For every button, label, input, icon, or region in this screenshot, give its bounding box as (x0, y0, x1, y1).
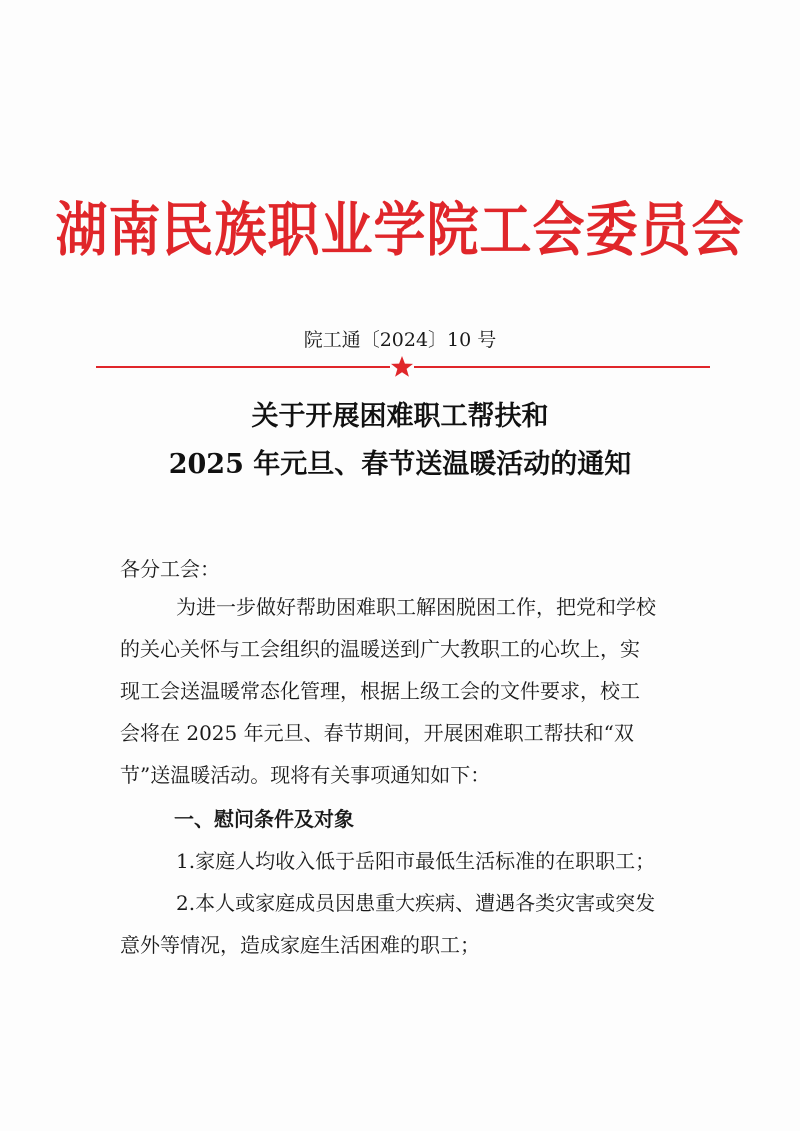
document-number: 院工通〔2024〕10 号 (303, 329, 497, 351)
salutation: 各分工会： (120, 557, 220, 581)
list-item-2: 2.本人或家庭成员因患重大疾病、遭遇各类灾害或突发 (176, 891, 656, 915)
paragraph-line-2: 的关心关怀与工会组织的温暖送到广大教职工的心坎上，实 (120, 637, 640, 661)
paragraph-line-5: 节”送温暖活动。现将有关事项通知如下： (120, 763, 491, 787)
paragraph-line-4: 会将在 2025 年元旦、春节期间，开展困难职工帮扶和“双 (120, 721, 634, 745)
organization-title: 湖南民族职业学院工会委员会 (55, 196, 745, 265)
notice-title-line-1: 关于开展困难职工帮扶和 (251, 401, 549, 432)
section-heading: 一、慰问条件及对象 (174, 807, 354, 831)
paragraph-line-3: 现工会送温暖常态化管理，根据上级工会的文件要求，校工 (120, 679, 640, 703)
paragraph-line-1: 为进一步做好帮助困难职工解困脱困工作，把党和学校 (176, 595, 656, 619)
red-divider-right (414, 366, 710, 368)
notice-title-line-2: 2025 年元旦、春节送温暖活动的通知 (168, 449, 632, 480)
list-item-2-continued: 意外等情况，造成家庭生活困难的职工； (120, 933, 480, 957)
star-icon (390, 355, 414, 379)
red-divider-left (96, 366, 390, 368)
list-item-1: 1.家庭人均收入低于岳阳市最低生活标准的在职职工； (176, 849, 656, 873)
